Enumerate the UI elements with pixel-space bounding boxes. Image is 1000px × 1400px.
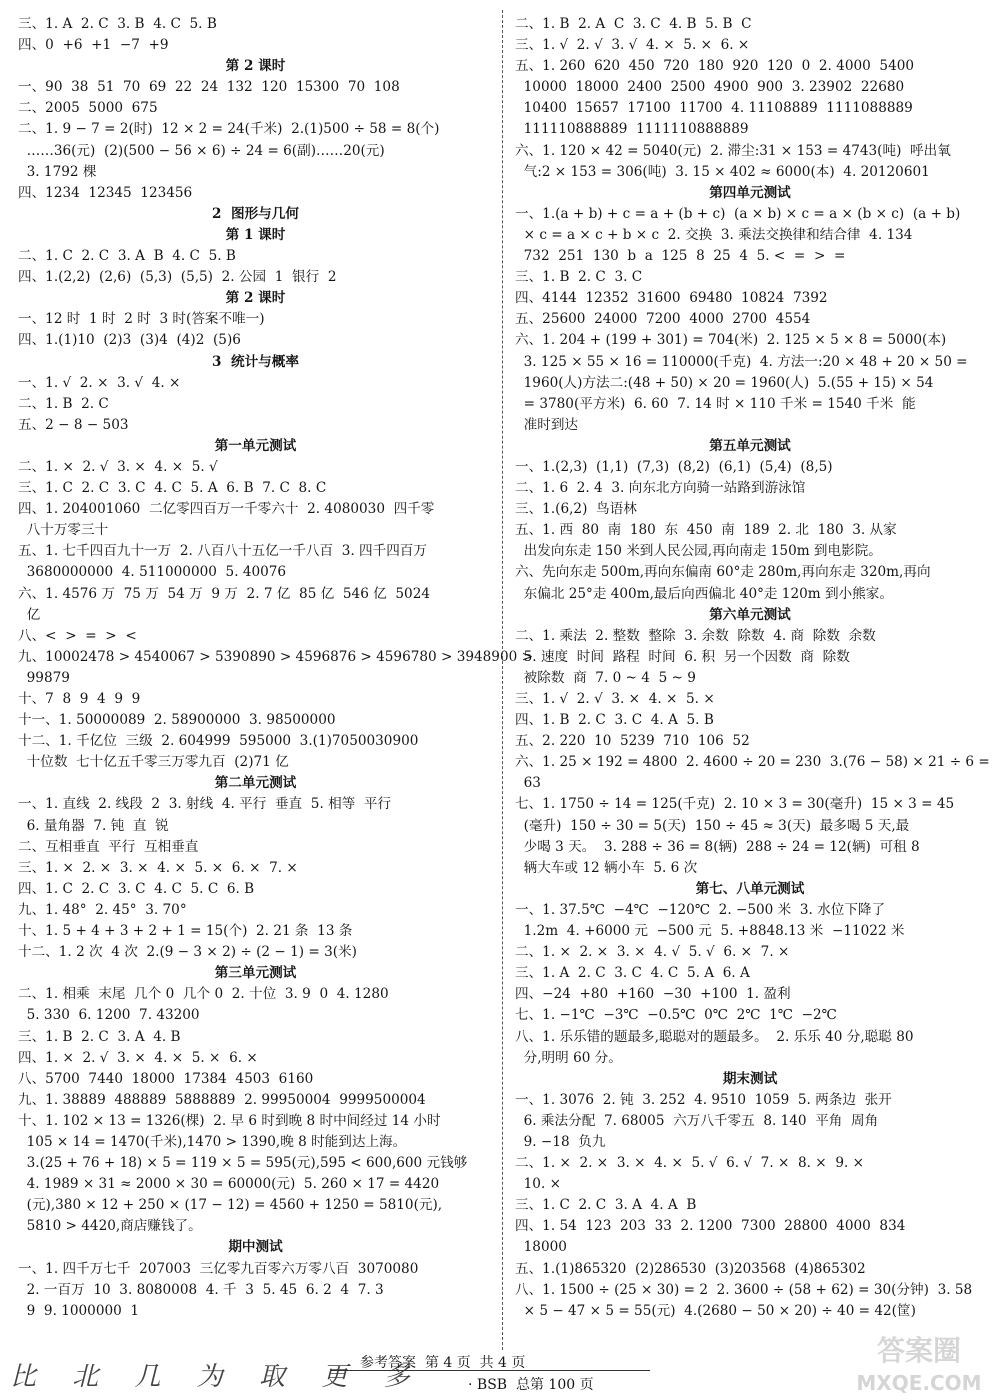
left-answer-line: 八、5700 7440 18000 17384 4503 6160 (18, 1070, 314, 1087)
right-answer-line: 一、1.(a + b) + c = a + (b + c) (a × b) × c = a × (b × c) (a + b) (515, 205, 961, 222)
right-answer-line: 三、1. B 2. C 3. C (515, 269, 643, 286)
left-answer-line: 十、7 8 9 4 9 9 (18, 691, 141, 707)
right-answer-line: 四、1. B 2. C 3. C 4. A 5. B (515, 712, 714, 729)
right-answer-line: 三、1. C 2. C 3. A 4. A B (515, 1197, 697, 1214)
left-answer-line: 四、1.(1)10 (2)3 (3)4 (4)2 (5)6 (18, 332, 241, 349)
left-answer-line: 九、10002478 > 4540067 > 5390890 > 4596876 > 4596780 > 3948900 > (18, 648, 533, 665)
right-answer-line: (毫升) 150 ÷ 30 = 5(天) 150 ÷ 45 ≈ 3(天) 最多喝 5 天,最 (515, 817, 910, 834)
right-answer-line: 1960(人)方法二:(48 + 50) × 20 = 1960(人) 5.(55 + 15) × 54 (515, 374, 934, 391)
right-answer-line: 出发向东走 150 米到人民公园,再向南走 150m 到电影院。 (515, 543, 882, 560)
right-answer-line: 分,明明 60 分。 (515, 1049, 622, 1066)
left-answer-line: 九、1. 38889 488889 5888889 2. 99950004 9999500004 (18, 1091, 426, 1108)
right-answer-line: 5. 速度 时间 路程 时间 6. 积 另一个因数 商 除数 (515, 648, 850, 665)
footer-total-page: · BSB 总第 100 页 (468, 1377, 594, 1393)
right-answer-line: 一、1. 3076 2. 钝 3. 252 4. 9510 1059 5. 两条边 张开 (515, 1091, 892, 1108)
right-answer-line: 七、1. −1℃ −3℃ −0.5℃ 0℃ 2℃ 1℃ −2℃ (515, 1007, 837, 1024)
left-section-heading: 第 2 课时 (225, 290, 286, 307)
left-answer-line: 3.(25 + 76 + 18) × 5 = 119 × 5 = 595(元),595 < 600,600 元钱够 (18, 1155, 468, 1172)
left-answer-line: 5. 330 6. 1200 7. 43200 (18, 1007, 200, 1024)
right-answer-line: 六、先向东走 500m,再向东偏南 60°走 280m,再向东走 320m,再向 (515, 564, 931, 581)
right-answer-line: 少喝 3 天。 3. 288 ÷ 36 = 8(辆) 288 ÷ 24 = 12(辆) 可租 8 (515, 838, 920, 855)
right-answer-line: 二、1. × 2. × 3. × 4. √ 5. √ 6. × 7. × (515, 944, 790, 961)
left-answer-line: 四、0 +6 +1 −7 +9 (18, 37, 169, 54)
left-section-heading: 第 1 课时 (225, 226, 286, 243)
left-answer-line: 6. 量角器 7. 钝 直 锐 (18, 817, 169, 834)
right-answer-line: 二、1. B 2. A C 3. C 4. B 5. B C (515, 16, 752, 32)
right-answer-line: 10000 18000 2400 2500 4900 900 3. 23902 22680 (515, 79, 905, 96)
right-answer-line: 二、1. 乘法 2. 整数 整除 3. 余数 除数 4. 商 除数 余数 (515, 627, 876, 644)
right-answer-line: 二、1. × 2. × 3. × 4. × 5. √ 6. √ 7. × 8. × 9. × (515, 1155, 864, 1172)
right-answer-line: 三、1. √ 2. √ 3. √ 4. × 5. × 6. × (515, 37, 750, 54)
right-answer-line: 6. 乘法分配 7. 68005 六万八千零五 8. 140 平角 周角 (515, 1112, 879, 1129)
right-answer-line: 18000 (515, 1239, 567, 1256)
right-answer-line: 五、1.(1)865320 (2)286530 (3)203568 (4)865302 (515, 1260, 866, 1277)
left-answer-line: 五、1. 七千四百九十一万 2. 八百八十五亿一千八百 3. 四千四百万 (18, 543, 427, 560)
column-divider (502, 10, 503, 1350)
footer-rule (330, 1370, 650, 1371)
watermark-url: MXQE.COM (856, 1371, 982, 1395)
right-answer-line: 二、1. 6 2. 4 3. 向东北方向骑一站路到游泳馆 (515, 480, 806, 497)
right-answer-line: × 5 − 47 × 5 = 55(元) 4.(2680 − 50 × 20) ÷ 40 = 42(筐) (515, 1302, 916, 1319)
right-section-heading: 第七、八单元测试 (695, 880, 805, 897)
left-answer-line: 十、1. 5 + 4 + 3 + 2 + 1 = 15(个) 2. 21 条 13 条 (18, 923, 353, 940)
footer-page-info: 参考答案 第 4 页 共 4 页 (360, 1355, 526, 1371)
right-answer-line: 东偏北 25°走 400m,最后向西偏北 40°走 120m 到小熊家。 (515, 585, 893, 602)
right-answer-line: 四、−24 +80 +160 −30 +100 1. 盈利 (515, 986, 791, 1003)
left-answer-line: 3680000000 4. 511000000 5. 40076 (18, 564, 287, 581)
page-footer (0, 1334, 1000, 1400)
right-answer-line: 1.2m 4. +6000 元 −500 元 5. +8848.13 米 −11022 米 (515, 923, 905, 940)
left-answer-line: (元),380 × 12 + 250 × (17 − 12) = 4560 + 1250 = 5810(元), (18, 1197, 443, 1214)
right-answer-line: 六、1. 204 + (199 + 301) = 704(米) 2. 125 × 5 × 8 = 5000(本) (515, 332, 947, 349)
right-column (515, 14, 990, 1322)
left-answer-line: 9 9. 1000000 1 (18, 1302, 140, 1319)
right-answer-line: 732 251 130 b a 125 8 25 4 5. < = > = (515, 248, 846, 265)
right-answer-line: 六、1. 25 × 192 = 4800 2. 4600 ÷ 20 = 230 3.(76 − 58) × 21 ÷ 6 = (515, 754, 990, 771)
right-answer-line: 3. 125 × 55 × 16 = 110000(千克) 4. 方法一:20 × 48 + 20 × 50 = (515, 353, 968, 370)
right-answer-line: 七、1. 1750 ÷ 14 = 125(千克) 2. 10 × 3 = 30(毫升) 15 × 3 = 45 (515, 796, 955, 813)
left-answer-line: 二、1. C 2. C 3. A B 4. C 5. B (18, 248, 236, 265)
left-answer-line: 六、1. 4576 万 75 万 54 万 9 万 2. 7 亿 85 亿 546 亿 5024 (18, 585, 430, 602)
right-answer-line: 四、1. 54 123 203 33 2. 1200 7300 28800 4000 834 (515, 1218, 906, 1235)
left-answer-line: 105 × 14 = 1470(千米),1470 > 1390,晚 8 时能到达上海。 (18, 1133, 407, 1150)
left-answer-line: 一、1. 直线 2. 线段 2 3. 射线 4. 平行 垂直 5. 相等 平行 (18, 796, 392, 813)
right-answer-line: 五、2. 220 10 5239 710 106 52 (515, 733, 750, 750)
right-answer-line: 四、4144 12352 31600 69480 10824 7392 (515, 290, 828, 307)
left-answer-line: 十一、1. 50000089 2. 58900000 3. 98500000 (18, 712, 336, 729)
right-answer-line: 八、1. 1500 ÷ (25 × 30) = 2 2. 3600 ÷ (58 + 62) = 30(分钟) 3. 58 (515, 1281, 973, 1298)
right-section-heading: 期末测试 (722, 1070, 778, 1087)
right-section-heading: 第四单元测试 (709, 184, 791, 201)
right-answer-line: × c = a × c + b × c 2. 交换 3. 乘法交换律和结合律 4. 134 (515, 226, 913, 243)
right-answer-line: 准时到达 (515, 416, 579, 433)
watermark-logo (844, 1326, 994, 1398)
left-answer-line: 三、1. C 2. C 3. C 4. C 5. A 6. B 7. C 8. C (18, 480, 327, 497)
left-answer-line: 一、1. 四千万七千 207003 三亿零九百零六万零八百 3070080 (18, 1260, 419, 1277)
left-answer-line: 十位数 七十亿五千零三万零九百 (2)71 亿 (18, 754, 289, 771)
watermark-title: 答案圈 (876, 1334, 962, 1367)
left-answer-line: 二、1. 相乘 末尾 几个 0 几个 0 2. 十位 3. 9 0 4. 1280 (18, 986, 389, 1003)
left-answer-line: 二、互相垂直 平行 互相垂直 (18, 838, 199, 855)
right-answer-line: 辆大车或 12 辆小车 5. 6 次 (515, 859, 698, 876)
left-column (18, 14, 533, 1322)
right-answer-line: 被除数 商 7. 0 ~ 4 5 ~ 9 (515, 669, 696, 686)
left-answer-line: 十二、1. 2 次 4 次 2.(9 − 3 × 2) ÷ (2 − 1) = 3(米) (18, 944, 357, 961)
left-answer-line: 2. 一百万 10 3. 8080008 4. 千 3 5. 45 6. 2 4 7. 3 (18, 1281, 384, 1298)
left-answer-line: 九、1. 48° 2. 45° 3. 70° (18, 901, 187, 918)
right-answer-line: 一、1. 37.5℃ −4℃ −120℃ 2. −500 米 3. 水位下降了 (515, 901, 886, 918)
left-answer-line: 二、1. × 2. √ 3. × 4. × 5. √ (18, 458, 218, 475)
left-answer-line: 一、90 38 51 70 69 22 24 132 120 15300 70 108 (18, 79, 400, 96)
left-answer-line: 四、1. C 2. C 3. C 4. C 5. C 6. B (18, 880, 255, 897)
left-answer-line: 一、12 时 1 时 2 时 3 时(答案不唯一) (18, 311, 265, 328)
right-answer-line: 五、1. 260 620 450 720 180 920 120 0 2. 4000 5400 (515, 58, 915, 75)
right-answer-line: 三、1. A 2. C 3. C 4. C 5. A 6. A (515, 965, 750, 982)
left-answer-line: 二、2005 5000 675 (18, 100, 158, 117)
right-answer-line: 气:2 × 153 = 306(吨) 3. 15 × 402 ≈ 6000(本) 4. 20120601 (515, 163, 930, 180)
right-answer-line: 六、1. 120 × 42 = 5040(元) 2. 滞尘:31 × 153 = 4743(吨) 呼出氧 (515, 142, 951, 159)
left-answer-line: 二、1. B 2. C (18, 395, 109, 412)
left-answer-line: 四、1234 12345 123456 (18, 184, 193, 201)
right-answer-line: 111110888889 1111110888889 (515, 121, 749, 138)
left-answer-line: 5810 > 4420,商店赚钱了。 (18, 1218, 202, 1235)
left-answer-line: 八、< > = > < (18, 627, 137, 644)
left-answer-line: 三、1. A 2. C 3. B 4. C 5. B (18, 16, 217, 32)
left-section-heading: 2 图形与几何 (212, 205, 299, 222)
right-section-heading: 第五单元测试 (709, 437, 791, 454)
left-answer-line: 3. 1792 棵 (18, 163, 97, 180)
right-answer-line: = 3780(平方米) 6. 60 7. 14 时 × 110 千米 = 1540 千米 能 (515, 395, 916, 412)
right-answer-line: 10. × (515, 1176, 561, 1193)
left-answer-line: 三、1. × 2. × 3. × 4. × 5. × 6. × 7. × (18, 859, 298, 876)
right-answer-line: 一、1.(2,3) (1,1) (7,3) (8,2) (6,1) (5,4) (8,5) (515, 458, 833, 475)
left-answer-line: 一、1. √ 2. × 3. √ 4. × (18, 374, 181, 391)
left-answer-line: ……36(元) (2)(500 − 56 × 6) ÷ 24 = 6(副)……20(元) (18, 142, 385, 159)
left-answer-line: 4. 1989 × 31 ≈ 2000 × 30 = 60000(元) 5. 260 × 17 = 4420 (18, 1176, 440, 1193)
left-section-heading: 第三单元测试 (214, 965, 297, 982)
left-answer-line: 十二、1. 千亿位 三级 2. 604999 595000 3.(1)7050030900 (18, 733, 419, 750)
left-answer-line: 四、1. × 2. √ 3. × 4. × 5. × 6. × (18, 1049, 258, 1066)
left-answer-line: 亿 (18, 606, 41, 623)
right-section-heading: 第六单元测试 (709, 606, 791, 623)
left-answer-line: 十、1. 102 × 13 = 1326(棵) 2. 早 6 时到晚 8 时中间经过 14 小时 (18, 1112, 441, 1129)
left-section-heading: 第二单元测试 (214, 775, 297, 792)
right-answer-line: 9. −18 负九 (515, 1133, 606, 1150)
left-section-heading: 第一单元测试 (214, 437, 297, 454)
right-answer-line: 五、25600 24000 7200 4000 2700 4554 (515, 311, 811, 328)
left-answer-line: 99879 (18, 669, 70, 686)
right-answer-line: 63 (515, 775, 541, 792)
right-answer-line: 10400 15657 17100 11700 4. 11108889 1111088889 (515, 100, 913, 117)
left-answer-line: 四、1. 204001060 二亿零四百万一千零六十 2. 4080030 四千零 (18, 501, 435, 518)
left-answer-line: 八十万零三十 (18, 522, 109, 539)
right-answer-line: 五、1. 西 80 南 180 东 450 南 189 2. 北 180 3. 从家 (515, 522, 897, 539)
left-section-heading: 期中测试 (228, 1239, 283, 1256)
right-answer-line: 三、1. √ 2. √ 3. × 4. × 5. × (515, 691, 715, 707)
right-answer-line: 八、1. 乐乐错的题最多,聪聪对的题最多。 2. 乐乐 40 分,聪聪 80 (515, 1028, 914, 1045)
left-answer-line: 四、1.(2,2) (2,6) (5,3) (5,5) 2. 公园 1 银行 2 (18, 269, 337, 286)
left-answer-line: 二、1. 9 − 7 = 2(时) 12 × 2 = 24(千米) 2.(1)500 ÷ 58 = 8(个) (18, 121, 440, 138)
left-section-heading: 3 统计与概率 (212, 353, 299, 370)
left-section-heading: 第 2 课时 (225, 58, 286, 75)
handwriting-scribble: 比 北 几 为 取 更 多 (10, 1362, 424, 1392)
left-answer-line: 三、1. B 2. C 3. A 4. B (18, 1028, 181, 1045)
right-answer-line: 三、1.(6,2) 鸟语林 (515, 501, 637, 518)
left-answer-line: 五、2 − 8 − 503 (18, 416, 129, 433)
